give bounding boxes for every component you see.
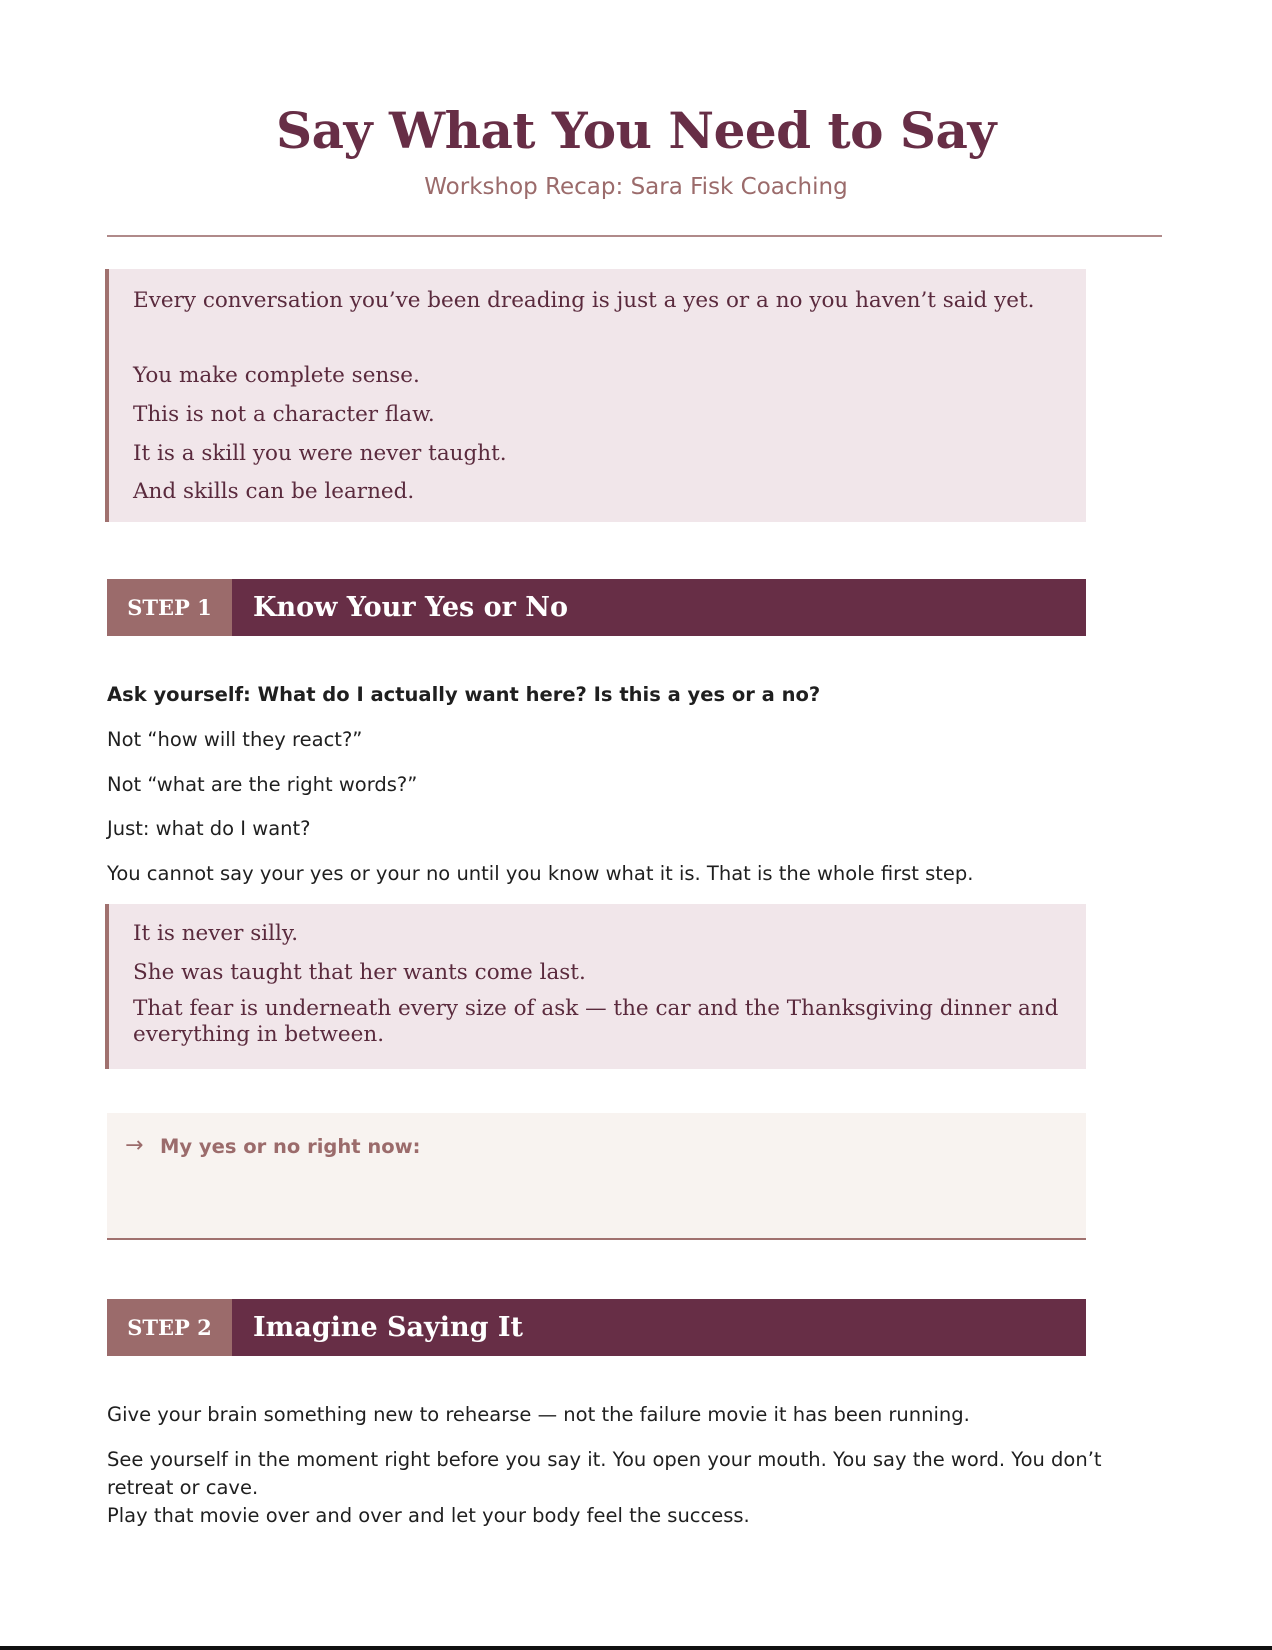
step1-callout-line: She was taught that her wants come last.: [133, 960, 586, 985]
intro-callout-line: This is not a character flaw.: [133, 402, 435, 427]
step1-line: Just: what do I want?: [107, 817, 311, 840]
step1-question: Ask yourself: What do I actually want here? Is this a yes or a no?: [107, 683, 821, 706]
step1-callout-line: That fear is underneath every size of ask — the car and the Thanksgiving dinner and everything in between.: [133, 996, 1059, 1047]
step2-header: [107, 1299, 1086, 1356]
intro-callout: [105, 269, 1086, 522]
step1-line: Not “what are the right words?”: [107, 773, 418, 796]
step1-line: You cannot say your yes or your no until you know what it is. That is the whole first step.: [107, 862, 974, 885]
step2-paragraph: See yourself in the moment right before you say it. You open your mouth. You say the word. You don’t retreat or cave.: [107, 1448, 1102, 1499]
step2-paragraph: Play that movie over and over and let your body feel the success.: [107, 1504, 750, 1527]
page-title: Say What You Need to Say: [276, 101, 996, 160]
intro-callout-line: You make complete sense.: [133, 363, 420, 388]
step2-tag: STEP 2: [107, 1299, 232, 1356]
intro-callout-line: And skills can be learned.: [133, 479, 415, 504]
step1-callout: [105, 904, 1086, 1069]
step2-title: Imagine Saying It: [253, 1312, 523, 1343]
step1-line: Not “how will they react?”: [107, 728, 363, 751]
step1-title: Know Your Yes or No: [253, 592, 568, 623]
intro-callout-line: It is a skill you were never taught.: [133, 441, 507, 466]
step1-tag: STEP 1: [107, 579, 232, 636]
step1-header: [107, 579, 1086, 636]
arrow-right-icon: →: [125, 1133, 144, 1158]
page-bottom-edge: [0, 1646, 1272, 1650]
intro-callout-lead: Every conversation you’ve been dreading is just a yes or a no you haven’t said yet.: [133, 288, 1035, 313]
prompt-label: My yes or no right now:: [160, 1135, 421, 1158]
header-divider: [107, 235, 1162, 237]
step1-callout-line: It is never silly.: [133, 921, 299, 946]
yes-or-no-prompt-field[interactable]: [107, 1113, 1086, 1240]
page-subtitle: Workshop Recap: Sara Fisk Coaching: [424, 174, 848, 200]
step2-paragraph: Give your brain something new to rehearse — not the failure movie it has been running.: [107, 1403, 970, 1426]
